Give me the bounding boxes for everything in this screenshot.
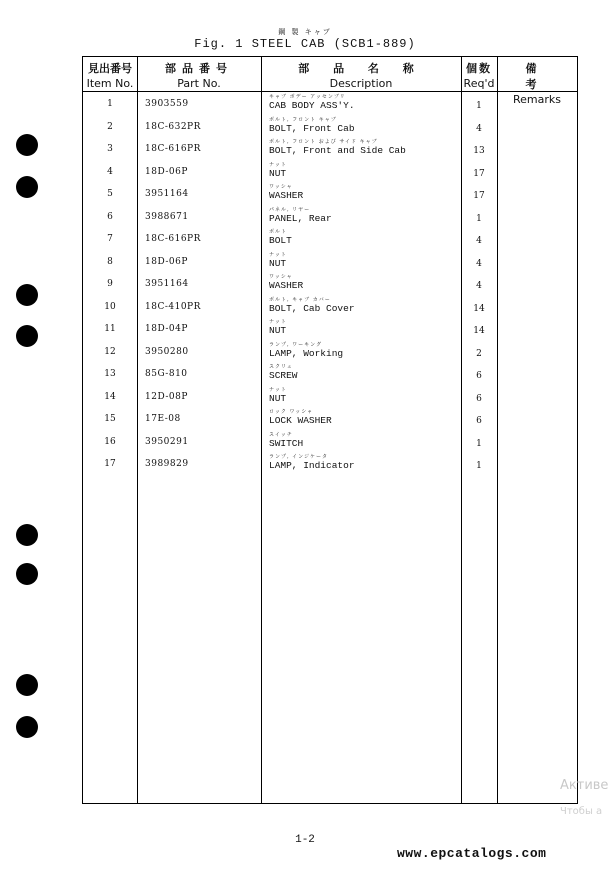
binder-hole bbox=[16, 524, 38, 546]
site-url: www.epcatalogs.com bbox=[397, 846, 547, 861]
table-row: 12 3950280 ランプ, ワーキング LAMP, Working 2 bbox=[104, 341, 482, 359]
table-row: 9 3951164 ワッシャ WASHER 4 bbox=[107, 274, 482, 291]
table-row: 11 18D-04P ナット NUT 14 bbox=[104, 319, 485, 336]
activation-watermark-line2: Чтобы а bbox=[560, 806, 603, 817]
activation-watermark-line1: Активе bbox=[560, 778, 609, 793]
figure-title-japanese: 鋼 製 キャブ bbox=[278, 28, 332, 36]
table-row: 16 3950291 スイッチ SWITCH 1 bbox=[104, 431, 482, 449]
header-description: 部 品 名 称 Description bbox=[298, 62, 424, 90]
table-row: 15 17E-08 ロック ワッシャ LOCK WASHER 6 bbox=[104, 409, 482, 426]
header-item-no: 見出番号 Item No. bbox=[86, 62, 134, 90]
table-row: 8 18D-06P ナット NUT 4 bbox=[107, 251, 482, 269]
table-row: 1 3903559 キャブ ボデー アッセンブリ CAB BODY ASS'Y. 1 bbox=[107, 94, 482, 111]
binder-hole bbox=[16, 325, 38, 347]
binder-hole bbox=[16, 674, 38, 696]
table-row: 6 3988671 パネル, リヤー PANEL, Rear 1 bbox=[107, 206, 482, 224]
table-row: 10 18C-410PR ボルト, キャブ カバー BOLT, Cab Cover 14 bbox=[104, 296, 485, 314]
table-row: 13 85G-810 スクリュ SCREW 6 bbox=[104, 364, 482, 381]
table-row: 14 12D-08P ナット NUT 6 bbox=[104, 386, 482, 404]
binder-hole bbox=[16, 716, 38, 738]
binder-hole bbox=[16, 134, 38, 156]
header-remarks: 備 考 Remarks bbox=[513, 62, 567, 106]
header-req: 個数 Req'd bbox=[463, 62, 495, 90]
page-number: 1-2 bbox=[295, 834, 315, 846]
table-row: 3 18C-616PR ボルト, フロント および サイド キャブ BOLT, Front and Side Cab 13 bbox=[107, 139, 485, 156]
table-row: 7 18C-616PR ボルト BOLT 4 bbox=[107, 229, 482, 246]
header-part-no: 部品番号 Part No. bbox=[165, 62, 233, 90]
table-row: 17 3989829 ランプ, インジケータ LAMP, Indicator 1 bbox=[104, 454, 482, 471]
table-row: 2 18C-632PR ボルト, フロント キャブ BOLT, Front Cab 4 bbox=[107, 116, 482, 134]
table-row: 4 18D-06P ナット NUT 17 bbox=[107, 161, 485, 179]
binder-hole bbox=[16, 176, 38, 198]
figure-title: Fig. 1 STEEL CAB (SCB1-889) bbox=[194, 37, 416, 51]
binder-hole bbox=[16, 284, 38, 306]
table-row: 5 3951164 ワッシャ WASHER 17 bbox=[107, 184, 485, 201]
parts-table bbox=[82, 56, 578, 804]
binder-hole bbox=[16, 563, 38, 585]
